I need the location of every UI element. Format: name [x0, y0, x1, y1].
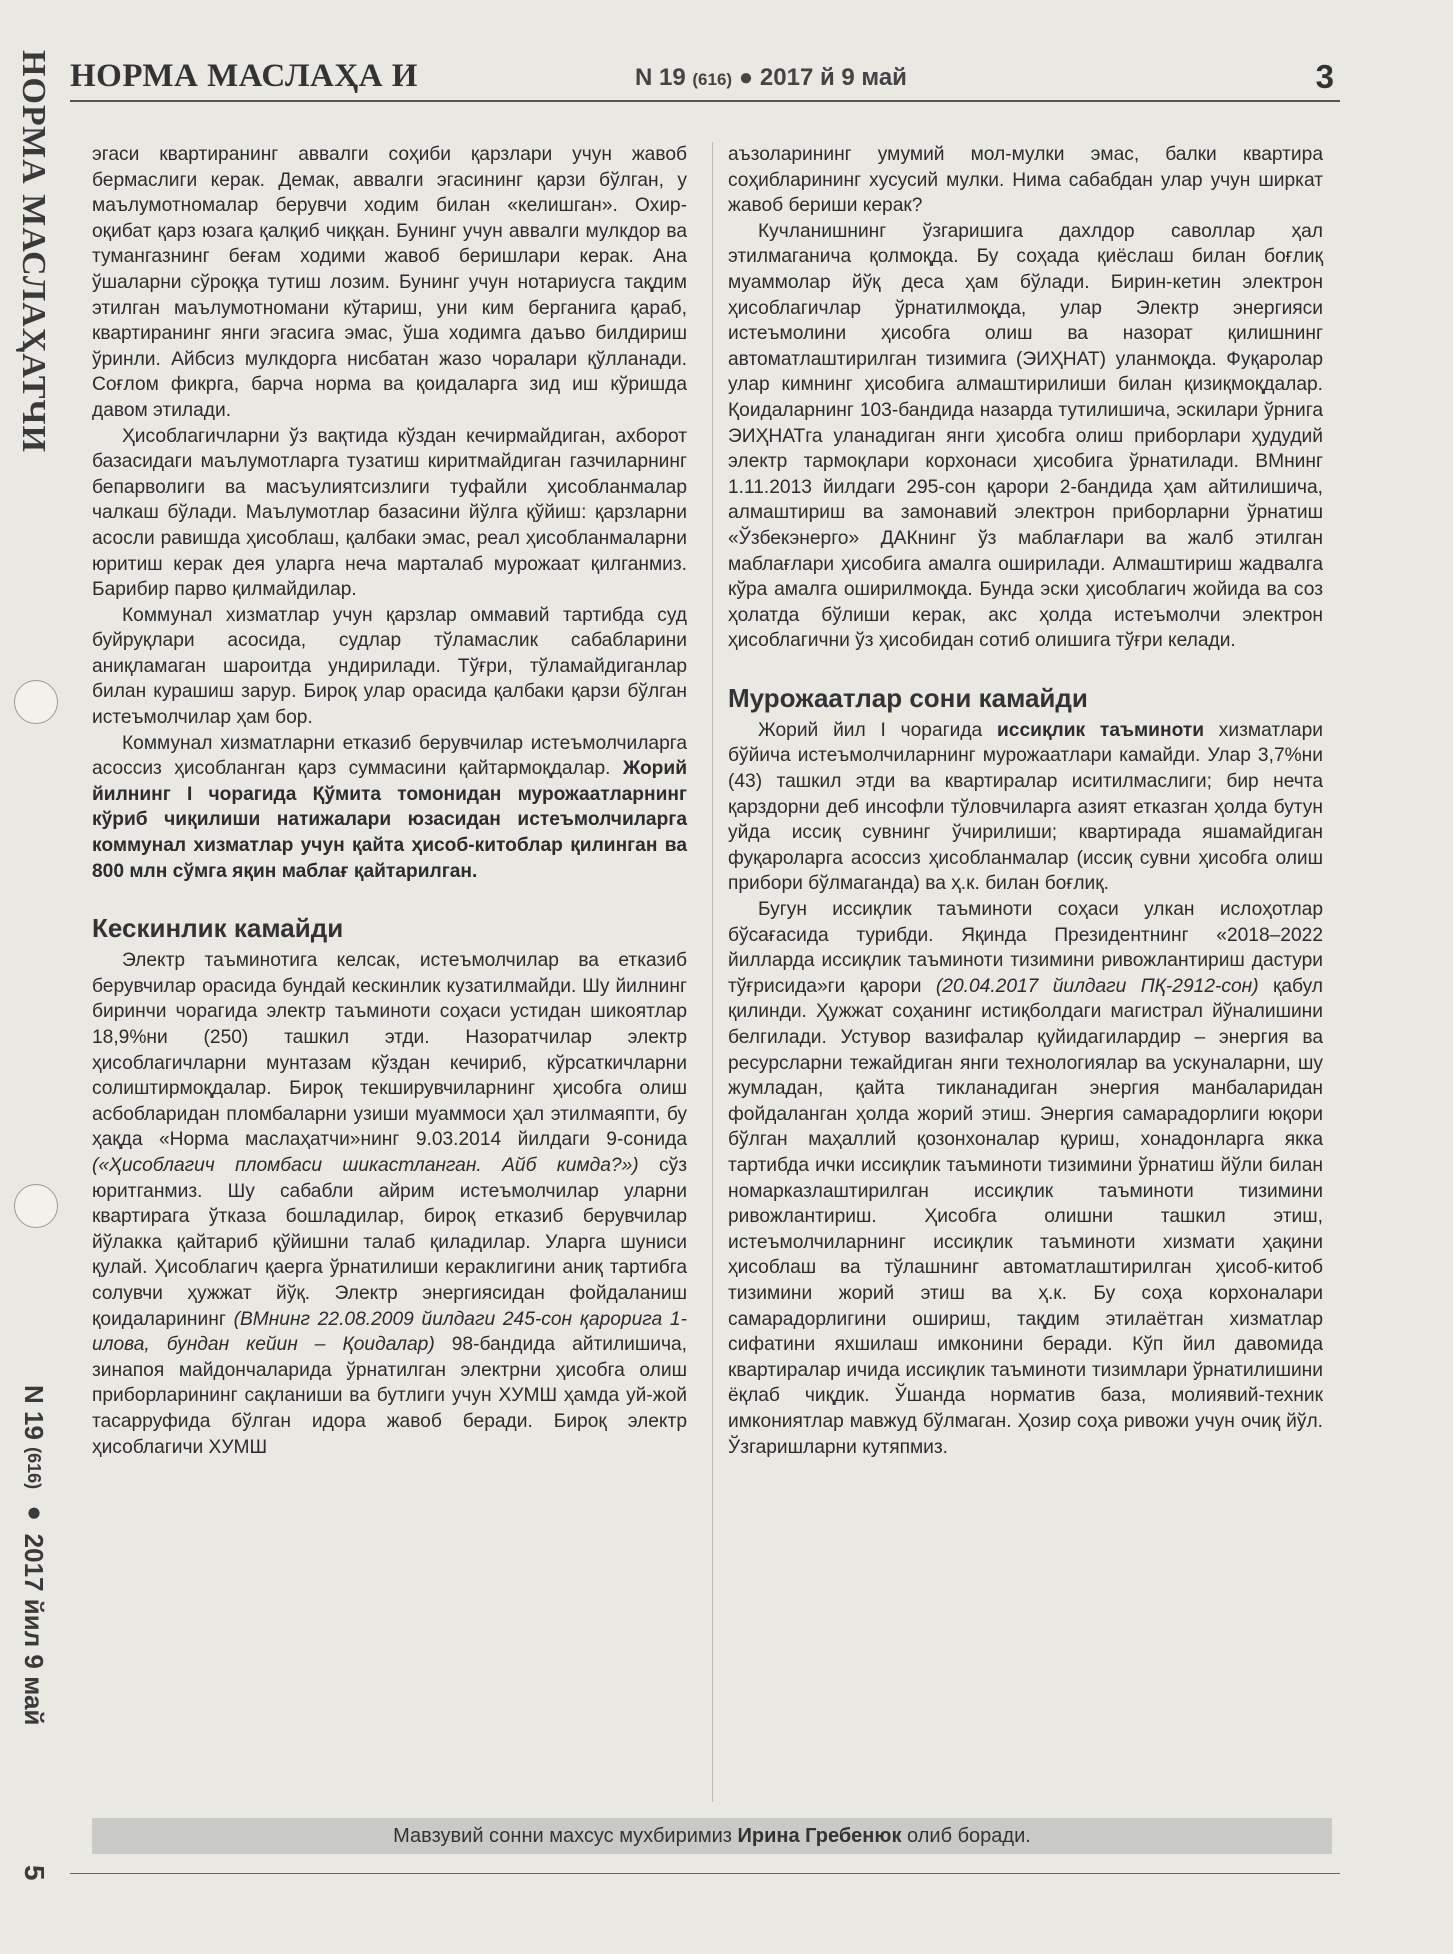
page-header: [70, 52, 1340, 102]
footer-text: олиб боради.: [901, 1825, 1031, 1847]
masthead: НОРМА МАСЛАҲА И: [70, 58, 418, 94]
italic-text: (20.04.2017 йилдаги ПҚ-2912-сон): [935, 975, 1259, 997]
issue-number: N 19: [635, 64, 686, 91]
issue-serial: (616): [692, 70, 733, 89]
paragraph-text: қабул қилинди. Ҳужжат соҳанинг истиқболдаги магистрал йўналишини белгилади. Устувор вазифалар қуйидагилардир – энергия ва ресурсларни тежайдиган янги технологиялар ва ускуналарни, шу жумладан, қайта тикланадиган энергия манбаларидан фойдаланган ҳолда жорий этиш. Энергия самарадорлиги юқори бўлган маҳаллий қозонхоналар қуриш, хонадонларга якка тартибда ички иссиқлик таъминоти тизимини ўрнатиш йўли билан номарказлаштирилган иссиқлик таъминоти тизимини ривожлантириш. Ҳисобга олишни ташкил этиш, истеъмолчиларнинг иссиқлик таъминоти хизмати ҳақини ҳисоблаш ва тўлашнинг автоматлаштирилган ҳисоб-китоб тизимини жорий этиш ва ҳ.к. Бу соҳа корхоналари самарадорлигини ошириш, тақдим этилаётган хизматлар сифатини яхшилаш имконини беради. Кўп йил давомида квартиралар ичида иссиқлик таъминоти тизимлари ўрнатилишини ёқлаб чиқдик. Ўшанда норматив база, молиявий-техник имкониятлар мавжуд бўлмаган. Ҳозир соҳа ривожи учун очиқ йўл. Ўзгаришларни кутяпмиз.: [728, 975, 1323, 1458]
spine-title: НОРМА МАСЛАҲАТЧИ: [15, 50, 52, 453]
paragraph-text: Электр таъминотига келсак, истеъмолчилар ва етказиб берувчилар орасида бундай кескинлик кузатилмайди. Шу йилнинг биринчи чорагида электр таъминоти соҳаси устидан шикоятлар 18,9%ни (250) ташкил этди. Назоратчилар электр ҳисоблагичларни мунтазам кўздан кечириб, кўрсаткичларни солиштирмоқдалар. Бироқ текширувчиларнинг ҳисобга олиш асбобларидан пломбаларни узиши муаммоси ҳал этилмаяпти, бу ҳақда «Норма маслаҳатчи»нинг 9.03.2014 йилдаги 9-сонида: [92, 950, 687, 1151]
bold-text: иссиқлик таъминоти: [997, 719, 1205, 741]
spine-issue: [18, 1385, 49, 1725]
paragraph: аъзоларининг умумий мол-мулки эмас, балки квартира соҳибларининг хусусий мулки. Нима сабабдан улар учун ширкат жавоб бериши керак?: [728, 144, 1323, 217]
binder-hole: [14, 1184, 58, 1228]
right-column: [728, 142, 1323, 1460]
left-column: [92, 142, 687, 1460]
paragraph-text: Жорий йил I чорагида: [758, 719, 998, 741]
binder-hole: [14, 680, 58, 724]
section-heading: Мурожаатлар сони камайди: [728, 682, 1088, 713]
section-heading: Кескинлик камайди: [92, 913, 344, 944]
paragraph-text: хизматлари бўйича истеъмолчиларнинг мурожаатлари камайди. Улар 3,7%ни (43) ташкил этди ва квартиралар иситилмаслиги; бир нечта қарздорни деб инсофли тўловчиларга азият етказган ҳолда бутун уйда иссиқ сувнинг ўчирилиши; квартирада яшамайдиган фуқароларга асоссиз ҳисобланмалар (иссиқ сувни ҳисобга олиш прибори бўлмаганда) ва ҳ.к. билан боғлиқ.: [728, 719, 1323, 895]
paragraph: [728, 897, 1323, 1460]
footer-credit: [92, 1818, 1332, 1854]
spine-issue-date: ● 2017 йил 9 май: [19, 1496, 49, 1726]
italic-text: (ВМнинг 22.08.2009 йилдаги 245-сон қарорига 1-илова, бундан кейин – Қоидалар): [92, 1308, 687, 1356]
page-number: 3: [1315, 58, 1334, 95]
paragraph-text: сўз юритганмиз. Шу сабабли айрим истеъмолчилар уларни квартирага ўтказа бошладилар, бироқ етказиб берувчилар йўлакка қайтариб қўйишни талаб қиладилар. Уларга шуниси қулай. Ҳисоблагич қаерга ўрнатилиши кераклигини аниқ тартибга солувчи ҳужжат йўқ. Электр энергиясидан фойдаланиш қоидаларининг: [92, 1154, 687, 1330]
paragraph: Кучланишнинг ўзгаришига дахлдор саволлар ҳал этилмаганича қолмоқда. Бу соҳада қиёслаш билан боғлиқ муаммолар йўқ деса ҳам бўлади. Бирин-кетин электрон ҳисоблагичлар ўрнатилмоқда, улар Электр энергияси истеъмолини ҳисобга олиш ва назорат қилишнинг автоматлаштирилган тизимига (ЭИҲНАТ) уланмоқда. Фуқаролар улар кимнинг ҳисобига алмаштирилиши билан қизиқмоқдалар. Қоидаларнинг 103-бандида назарда тутилишича, эскилари ўрнига ЭИҲНАТга уланадиган янги ҳисобга олиш приборлари ҳудудий электр тармоқлари корхонаси ҳисобига ўрнатилади. ВМнинг 1.11.2013 йилдаги 295-сон қарори 2-бандида ҳам айтилишича, алмаштириш ва замонавий электрон приборларни ўрнатиш «Ўзбекэнерго» ДАКнинг ўз маблағлари ва жалб этилган маблағлари ҳисобига амалга оширилади. Алмаштириш жадвалга кўра амалга оширилмоқда. Бунда эски ҳисоблагич жойида ва соз ҳолатда бўлиши керак, акс ҳолда истеъмолчи электрон ҳисоблагични ўз ҳисобидан сотиб олишига тўғри келади.: [728, 220, 1323, 652]
bold-text: Жорий йилнинг I чорагида Қўмита томонидан мурожаатларнинг кўриб чиқилиши натижалари юзасидан истеъмолчиларга коммунал хизматлар учун қайта ҳисоб-китоблар қилинган ва 800 млн сўмга яқин маблағ қайтарилган.: [92, 758, 687, 882]
paragraph: эгаси квартиранинг аввалги соҳиби қарзлари учун жавоб бермаслиги керак. Демак, аввалги эгасининг қарзи бўлган, у маълумотномалар берувчи ходим билан «келишган». Охир-оқибат қарз юзага қалқиб чиққан. Бунинг учун аввалги мулкдор ва тумангазнинг беғам ходими жавоб беришлари керак. Ана ўшаларни сўроққа тутиш лозим. Бунинг учун нотариусга тақдим этилган маълумотномани кўтариш, уни ким берганига қараб, квартиранинг янги эгасига эмас, ўша ходимга даъво билдириш ўринли. Айбсиз мулкдорга нисбатан жазо чоралари қўлланади. Соғлом фикрга, барча норма ва қоидаларга зид иш кўришда давом этилади.: [92, 144, 687, 421]
paragraph-text: Бугун иссиқлик таъминоти соҳаси улкан ислоҳотлар бўсағасида турибди. Яқинда Президентнинг «2018–2022 йилларда иссиқлик таъминоти тизимини ривожлантириш дастури тўғрисида»ги қарори: [728, 899, 1323, 997]
paragraph-text: 98-бандида айтилишича, зинапоя майдончаларида ўрнатилган электрни ҳисобга олиш приборларининг сақланиши ва бутлиги учун ХУМШ ҳамда уй-жой тасарруфида бўлган идора жавоб беради. Бироқ электр ҳисоблагичи ХУМШ: [92, 1334, 687, 1458]
paragraph: [92, 948, 687, 1460]
column-divider: [712, 142, 713, 1802]
paragraph-text: Коммунал хизматларни етказиб берувчилар истеъмолчиларга асоссиз ҳисобланган қарз суммасини қайтармоқдалар.: [92, 732, 687, 780]
spine-issue-main: N 19: [19, 1385, 49, 1440]
spine-page-number: 5: [19, 1865, 50, 1881]
paragraph: [728, 718, 1323, 897]
paragraph: [92, 731, 687, 885]
bottom-rule: [70, 1873, 1340, 1874]
paragraph: Коммунал хизматлар учун қарзлар оммавий тартибда суд буйруқлари асосида, судлар тўламаслик сабабларини аниқламаган шароитда ундирилади. Тўғри, тўламайдиганлар билан курашиш зарур. Бироқ улар орасида қалбаки қарзи бўлган истеъмолчилар ҳам бор.: [92, 604, 687, 729]
italic-text: («Ҳисоблагич пломбаси шикастланган. Айб кимда?»): [92, 1154, 639, 1176]
issue-date: ● 2017 й 9 май: [738, 64, 907, 91]
issue-info: [635, 64, 907, 92]
paragraph: Ҳисоблагичларни ўз вақтида кўздан кечирмайдиган, ахборот базасидаги маълумотларга тузатиш киритмайдиган газчиларнинг бепарволиги ва масъулиятсизлиги туфайли ҳисобланмалар чалкаш бўлади. Маълумотлар базасини йўлга қўйиш: қарзларни асосли равишда ҳисоблаш, қалбаки эмас, реал ҳисобланмаларни юритиш керак дея уларга неча марталаб мурожаат қилганмиз. Барибир парво қилмайдилар.: [92, 425, 687, 601]
author-name: Ирина Гребенюк: [737, 1825, 902, 1847]
spine-issue-num: (616): [24, 1447, 44, 1490]
footer-text: Мавзувий сонни махсус мухбиримиз: [393, 1825, 738, 1847]
